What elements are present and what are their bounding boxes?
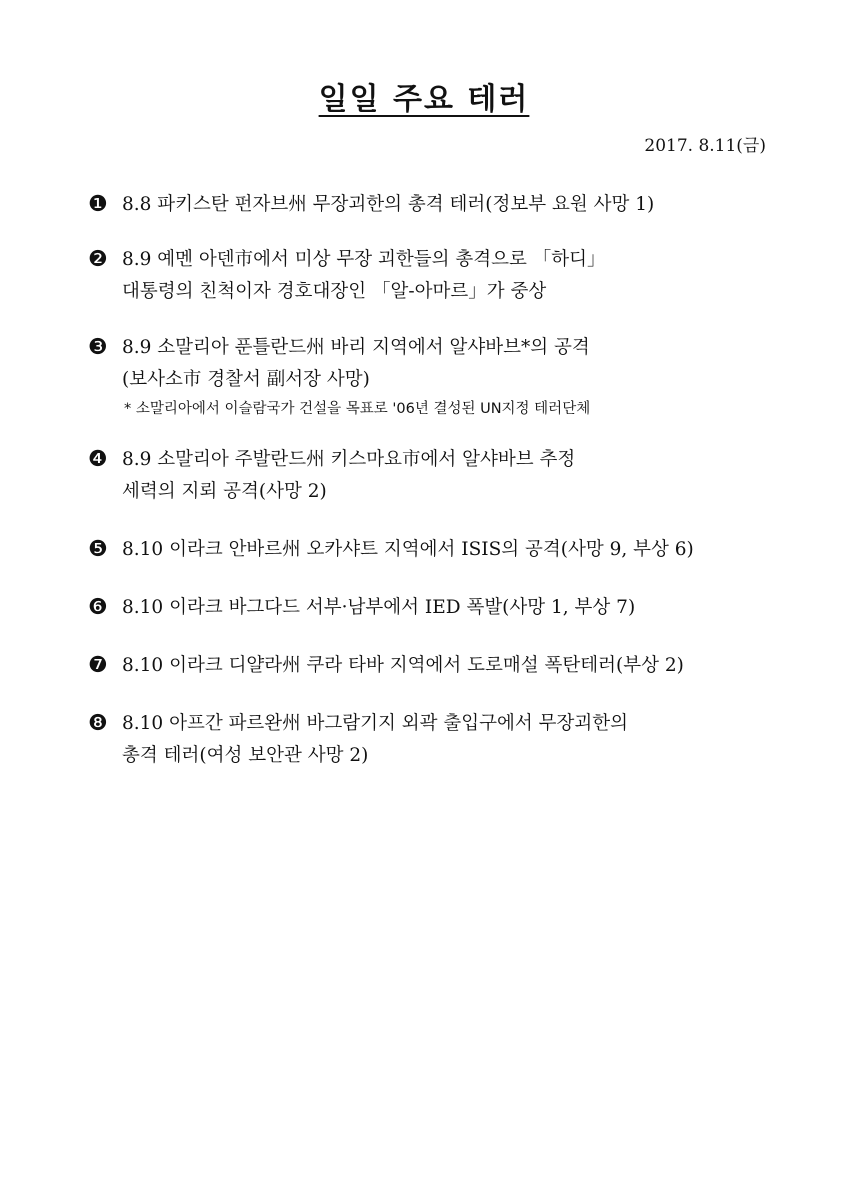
incident-item (88, 332, 766, 422)
item-text-line: 8.10 아프간 파르완州 바그람기지 외곽 출입구에서 무장괴한의 (122, 713, 629, 734)
incident-item (88, 708, 766, 772)
item-text-line: 8.9 예멘 아덴市에서 미상 무장 괴한들의 총격으로 「하디」 (122, 249, 606, 270)
item-text-line: 8.10 이라크 디얄라州 쿠라 타바 지역에서 도로매설 폭탄테러(부상 2) (122, 655, 684, 676)
document-date: 2017. 8.11(금) (644, 136, 766, 156)
item-number-bullet: ❹ (88, 447, 108, 472)
item-text-line: 세력의 지뢰 공격(사망 2) (122, 481, 327, 502)
incident-item (88, 592, 766, 624)
item-text-line: 총격 테러(여성 보안관 사망 2) (122, 745, 369, 766)
incident-item (88, 444, 766, 508)
incident-item (88, 189, 766, 221)
item-number-bullet: ❽ (88, 711, 108, 736)
item-text-line: 8.10 이라크 안바르州 오카샤트 지역에서 ISIS의 공격(사망 9, 부상 6) (122, 539, 694, 560)
document-title-text: 일일 주요 테러 (318, 82, 530, 117)
item-number-bullet: ❸ (88, 335, 108, 360)
incident-item (88, 244, 766, 308)
item-number-bullet: ❼ (88, 653, 108, 678)
incident-item (88, 534, 766, 566)
item-text-line: 8.9 소말리아 푼틀란드州 바리 지역에서 알샤바브*의 공격 (122, 337, 590, 358)
item-text-line: (보사소市 경찰서 副서장 사망) (122, 369, 370, 390)
item-text-line: 8.9 소말리아 주발란드州 키스마요市에서 알샤바브 추정 (122, 449, 576, 470)
item-number-bullet: ❻ (88, 595, 108, 620)
incident-list (88, 189, 766, 798)
item-number-bullet: ❷ (88, 247, 108, 272)
incident-item (88, 650, 766, 682)
item-text-line: 8.8 파키스탄 펀자브州 무장괴한의 총격 테러(정보부 요원 사망 1) (122, 194, 655, 215)
document-title (0, 74, 848, 118)
item-footnote: * 소말리아에서 이슬람국가 건설을 목표로 '06년 결성된 UN지정 테러단체 (124, 401, 591, 417)
item-text-line: 8.10 이라크 바그다드 서부·남부에서 IED 폭발(사망 1, 부상 7) (122, 597, 636, 618)
item-text-line: 대통령의 친척이자 경호대장인 「알-아마르」가 중상 (122, 281, 547, 302)
item-number-bullet: ❶ (88, 192, 108, 217)
item-number-bullet: ❺ (88, 537, 108, 562)
